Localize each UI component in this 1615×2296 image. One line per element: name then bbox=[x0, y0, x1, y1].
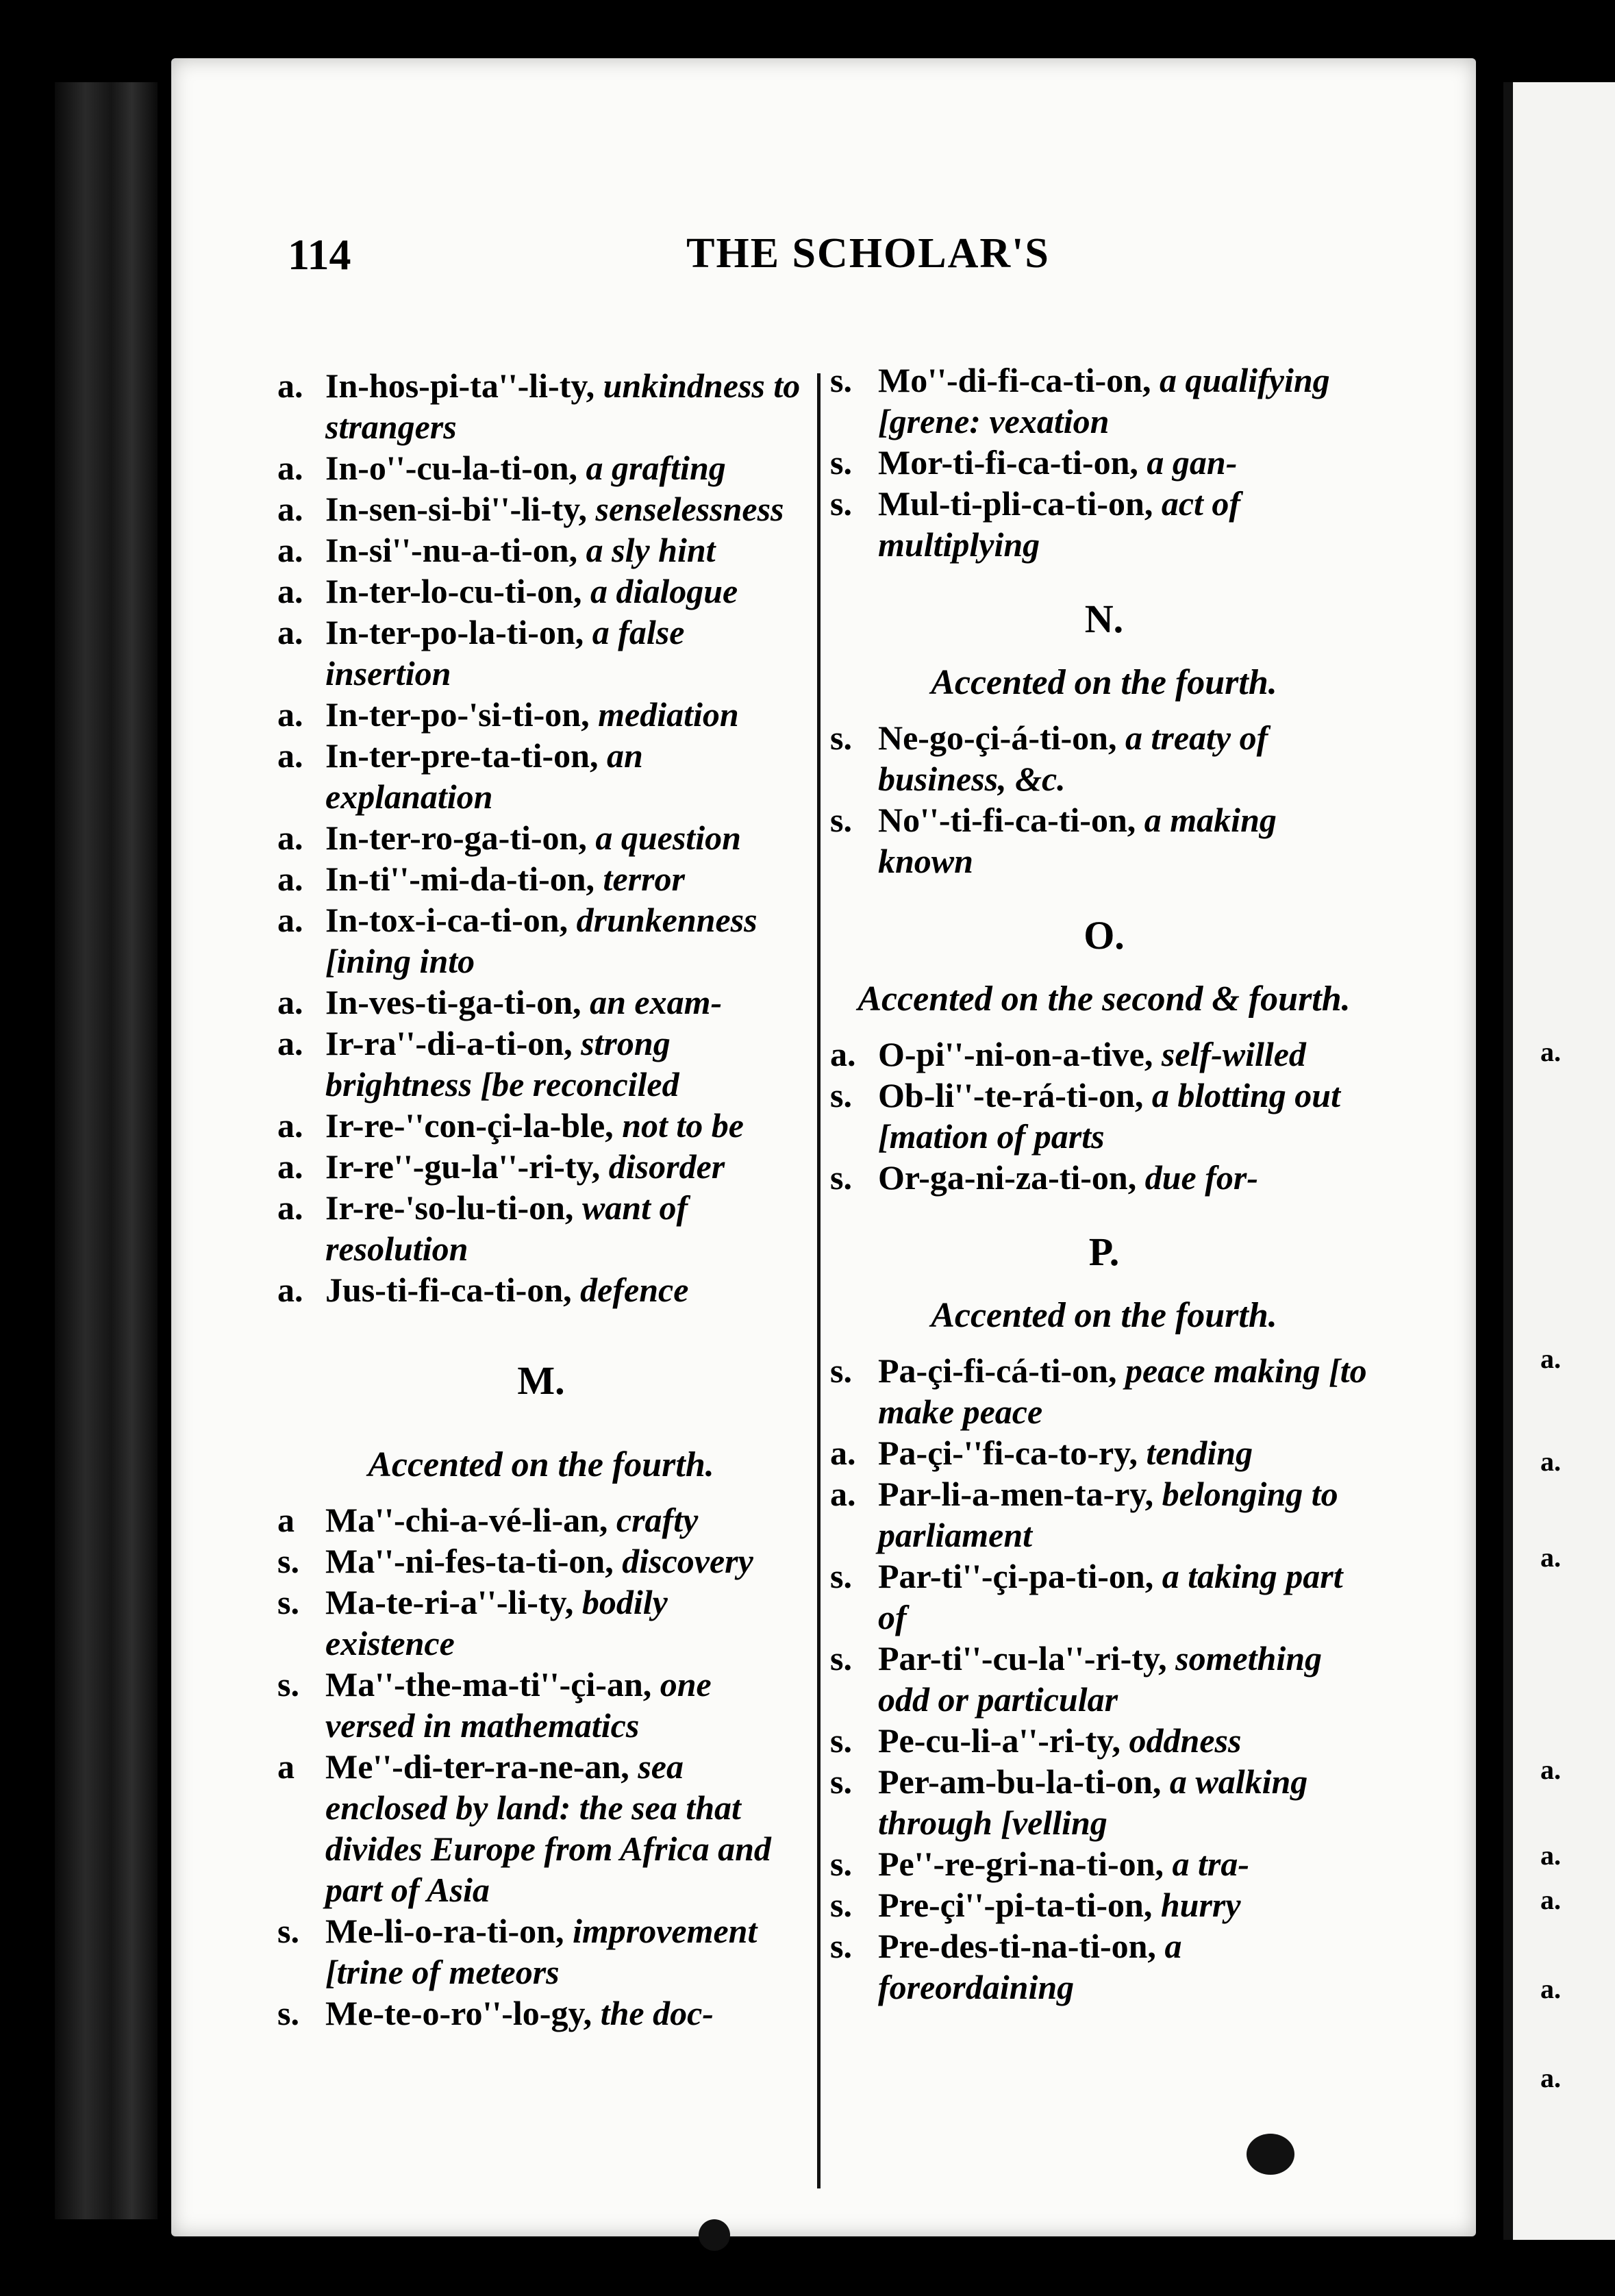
dictionary-entry bbox=[277, 1993, 805, 2034]
definition: a blotting out [mation of parts bbox=[878, 1076, 1340, 1156]
definition: mediation bbox=[598, 695, 739, 734]
definition: discovery bbox=[622, 1542, 753, 1580]
headword: In-o''-cu-la-ti-on, bbox=[325, 449, 578, 487]
part-of-speech: a. bbox=[277, 860, 303, 898]
section-accent-o: Accented on the second & fourth. bbox=[857, 979, 1351, 1019]
headword: In-hos-pi-ta''-li-ty, bbox=[325, 366, 595, 405]
dictionary-entry bbox=[277, 1105, 805, 1146]
part-of-speech: s. bbox=[277, 1994, 299, 2032]
part-of-speech: s. bbox=[277, 1583, 299, 1621]
book-spine bbox=[55, 82, 158, 2219]
dictionary-entry bbox=[277, 817, 805, 858]
dictionary-entry bbox=[277, 488, 805, 529]
definition: unkindness to strangers bbox=[325, 366, 801, 446]
dictionary-entry bbox=[277, 1269, 805, 1310]
part-of-speech: s. bbox=[830, 1639, 852, 1677]
next-page-edge bbox=[1503, 82, 1615, 2240]
dictionary-entry bbox=[830, 483, 1378, 565]
part-of-speech: s. bbox=[830, 1927, 852, 1965]
definition: something odd or particular bbox=[878, 1639, 1323, 1719]
section-letter-p: P. bbox=[1088, 1230, 1120, 1274]
part-of-speech: a bbox=[277, 1747, 295, 1786]
section-accent-m: Accented on the fourth. bbox=[368, 1445, 714, 1484]
dictionary-entry bbox=[830, 1473, 1378, 1556]
part-of-speech: s. bbox=[830, 1886, 852, 1924]
page-header bbox=[288, 229, 1421, 291]
headword: Ir-re-'so-lu-ti-on, bbox=[325, 1188, 574, 1227]
part-of-speech: s. bbox=[830, 443, 852, 482]
definition: a taking part of bbox=[878, 1557, 1343, 1636]
part-of-speech: s. bbox=[830, 1762, 852, 1801]
headword: Par-li-a-men-ta-ry, bbox=[878, 1475, 1154, 1513]
part-of-speech: s. bbox=[277, 1912, 299, 1950]
left-entry-list bbox=[277, 365, 805, 1310]
definition: a dialogue bbox=[590, 572, 738, 610]
dictionary-entry bbox=[830, 1034, 1378, 1075]
ink-blot bbox=[699, 2219, 730, 2251]
definition: sea enclosed by land: the sea that divides Europe from Africa and part of Asia bbox=[325, 1747, 771, 1909]
part-of-speech: a. bbox=[277, 736, 303, 775]
headword: Ma''-chi-a-vé-li-an, bbox=[325, 1501, 608, 1539]
definition: a grafting bbox=[586, 449, 726, 487]
part-of-speech: a. bbox=[277, 1188, 303, 1227]
part-of-speech: a. bbox=[830, 1035, 856, 1073]
ink-blot bbox=[1247, 2134, 1294, 2175]
column-divider bbox=[817, 373, 821, 2188]
headword: Ir-ra''-di-a-ti-on, bbox=[325, 1024, 573, 1062]
definition: not to be bbox=[622, 1106, 744, 1145]
dictionary-entry bbox=[830, 1350, 1378, 1432]
part-of-speech: s. bbox=[277, 1542, 299, 1580]
headword: Pe-cu-li-a''-ri-ty, bbox=[878, 1721, 1121, 1760]
part-of-speech: a. bbox=[277, 572, 303, 610]
headword: Par-ti''-çi-pa-ti-on, bbox=[878, 1557, 1154, 1595]
dictionary-entry bbox=[277, 982, 805, 1023]
part-of-speech: a. bbox=[277, 983, 303, 1021]
definition: strong brightness [be reconciled bbox=[325, 1024, 679, 1103]
section-o-entry-list bbox=[830, 1034, 1378, 1198]
definition: a sly hint bbox=[586, 531, 716, 569]
part-of-speech: a. bbox=[277, 819, 303, 857]
dictionary-entry bbox=[830, 1884, 1378, 1925]
definition: drunkenness [ining into bbox=[325, 901, 758, 980]
headword: Pre-des-ti-na-ti-on, bbox=[878, 1927, 1156, 1965]
dictionary-entry bbox=[830, 1075, 1378, 1157]
part-of-speech: s. bbox=[830, 1158, 852, 1197]
headword: Me-te-o-ro''-lo-gy, bbox=[325, 1994, 592, 2032]
headword: In-tox-i-ca-ti-on, bbox=[325, 901, 568, 939]
definition: a qualifying [grene: vexation bbox=[878, 361, 1330, 440]
headword: Jus-ti-fi-ca-ti-on, bbox=[325, 1271, 572, 1309]
dictionary-entry bbox=[830, 1720, 1378, 1761]
definition: bodily existence bbox=[325, 1583, 668, 1662]
dictionary-entry bbox=[830, 1761, 1378, 1843]
part-of-speech: a. bbox=[277, 695, 303, 734]
part-of-speech: s. bbox=[830, 1351, 852, 1390]
dictionary-entry bbox=[277, 694, 805, 735]
page-number: 114 bbox=[288, 230, 351, 279]
part-of-speech: a. bbox=[277, 1024, 303, 1062]
dictionary-entry bbox=[277, 1540, 805, 1582]
dictionary-entry bbox=[830, 1925, 1378, 2008]
headword: Ir-re''-gu-la''-ri-ty, bbox=[325, 1147, 601, 1186]
headword: In-sen-si-bi''-li-ty, bbox=[325, 490, 587, 528]
headword: In-ti''-mi-da-ti-on, bbox=[325, 860, 595, 898]
definition: an exam- bbox=[590, 983, 723, 1021]
section-n-entry-list bbox=[830, 717, 1378, 882]
headword: Ir-re-''con-çi-la-ble, bbox=[325, 1106, 614, 1145]
headword: Pre-çi''-pi-ta-ti-on, bbox=[878, 1886, 1153, 1924]
definition: belonging to parliament bbox=[878, 1475, 1338, 1554]
dictionary-entry bbox=[277, 1146, 805, 1187]
definition: the doc- bbox=[600, 1994, 714, 2032]
dictionary-entry bbox=[277, 1499, 805, 1540]
part-of-speech: a. bbox=[277, 531, 303, 569]
dictionary-entry bbox=[277, 899, 805, 982]
right-top-entry-list bbox=[830, 360, 1378, 565]
next-page-fragment: a. bbox=[1540, 1343, 1561, 1374]
dictionary-entry bbox=[830, 442, 1378, 483]
dictionary-entry bbox=[830, 1432, 1378, 1473]
next-page-fragment: a. bbox=[1540, 1840, 1561, 1871]
section-accent-p: Accented on the fourth. bbox=[931, 1296, 1277, 1335]
part-of-speech: s. bbox=[277, 1665, 299, 1704]
definition: disorder bbox=[608, 1147, 725, 1186]
headword: Me-li-o-ra-ti-on, bbox=[325, 1912, 564, 1950]
dictionary-entry bbox=[277, 1910, 805, 1993]
definition: want of resolution bbox=[325, 1188, 688, 1268]
headword: Pe''-re-gri-na-ti-on, bbox=[878, 1845, 1164, 1883]
part-of-speech: a. bbox=[277, 1106, 303, 1145]
headword: In-si''-nu-a-ti-on, bbox=[325, 531, 578, 569]
headword: In-ter-po-'si-ti-on, bbox=[325, 695, 590, 734]
next-page-fragment: a. bbox=[1540, 1036, 1561, 1067]
dictionary-entry bbox=[830, 1843, 1378, 1884]
definition: a gan- bbox=[1147, 443, 1238, 482]
definition: a tra- bbox=[1172, 1845, 1249, 1883]
headword: Ma''-the-ma-ti''-çi-an, bbox=[325, 1665, 652, 1704]
dictionary-entry bbox=[277, 1023, 805, 1105]
dictionary-entry bbox=[277, 529, 805, 571]
part-of-speech: a. bbox=[277, 449, 303, 487]
part-of-speech: a bbox=[277, 1501, 295, 1539]
dictionary-entry bbox=[277, 447, 805, 488]
section-letter-n: N. bbox=[1084, 597, 1124, 641]
part-of-speech: a. bbox=[277, 901, 303, 939]
next-page-fragment: a. bbox=[1540, 1973, 1561, 2004]
headword: Pa-çi-''fi-ca-to-ry, bbox=[878, 1434, 1138, 1472]
headword: Or-ga-ni-za-ti-on, bbox=[878, 1158, 1137, 1197]
definition: due for- bbox=[1144, 1158, 1258, 1197]
headword: Par-ti''-cu-la''-ri-ty, bbox=[878, 1639, 1167, 1677]
headword: Mul-ti-pli-ca-ti-on, bbox=[878, 484, 1153, 523]
headword: In-ter-lo-cu-ti-on, bbox=[325, 572, 582, 610]
definition: a question bbox=[595, 819, 741, 857]
dictionary-entry bbox=[277, 1582, 805, 1664]
definition: improvement [trine of meteors bbox=[325, 1912, 758, 1991]
headword: Ob-li''-te-rá-ti-on, bbox=[878, 1076, 1144, 1114]
part-of-speech: a. bbox=[277, 1271, 303, 1309]
next-page-fragment: a. bbox=[1540, 1446, 1561, 1477]
headword: In-ter-ro-ga-ti-on, bbox=[325, 819, 587, 857]
headword: Me''-di-ter-ra-ne-an, bbox=[325, 1747, 629, 1786]
headword: Ma-te-ri-a''-li-ty, bbox=[325, 1583, 574, 1621]
part-of-speech: s. bbox=[830, 801, 852, 839]
definition: act of multiplying bbox=[878, 484, 1241, 564]
definition: a making known bbox=[878, 801, 1277, 880]
next-page-fragment: a. bbox=[1540, 1542, 1561, 1573]
headword: O-pi''-ni-on-a-tive, bbox=[878, 1035, 1153, 1073]
running-title: THE SCHOLAR'S bbox=[686, 230, 1050, 277]
definition: senselessness bbox=[595, 490, 784, 528]
headword: Mo''-di-fi-ca-ti-on, bbox=[878, 361, 1151, 399]
headword: Per-am-bu-la-ti-on, bbox=[878, 1762, 1162, 1801]
part-of-speech: s. bbox=[830, 484, 852, 523]
definition: a false insertion bbox=[325, 613, 685, 692]
dictionary-entry bbox=[277, 735, 805, 817]
part-of-speech: a. bbox=[277, 613, 303, 651]
section-letter-o: O. bbox=[1084, 913, 1125, 958]
dictionary-entry bbox=[277, 612, 805, 694]
headword: Pa-çi-fi-cá-ti-on, bbox=[878, 1351, 1117, 1390]
part-of-speech: s. bbox=[830, 1845, 852, 1883]
dictionary-entry bbox=[277, 571, 805, 612]
dictionary-entry bbox=[277, 858, 805, 899]
section-accent-n: Accented on the fourth. bbox=[931, 663, 1277, 702]
part-of-speech: a. bbox=[277, 1147, 303, 1186]
definition: a walking through [velling bbox=[878, 1762, 1308, 1842]
book-page bbox=[171, 58, 1476, 2236]
headword: In-ter-pre-ta-ti-on, bbox=[325, 736, 599, 775]
part-of-speech: a. bbox=[277, 490, 303, 528]
left-column bbox=[277, 365, 805, 2034]
headword: Ma''-ni-fes-ta-ti-on, bbox=[325, 1542, 614, 1580]
headword: Mor-ti-fi-ca-ti-on, bbox=[878, 443, 1138, 482]
dictionary-entry bbox=[277, 365, 805, 447]
dictionary-entry bbox=[830, 799, 1378, 882]
dictionary-entry bbox=[277, 1664, 805, 1746]
next-page-fragment: a. bbox=[1540, 2062, 1561, 2093]
definition: crafty bbox=[616, 1501, 699, 1539]
dictionary-entry bbox=[830, 1556, 1378, 1638]
section-m-entry-list bbox=[277, 1499, 805, 2034]
dictionary-entry bbox=[277, 1746, 805, 1910]
headword: No''-ti-fi-ca-ti-on, bbox=[878, 801, 1136, 839]
section-letter-m: M. bbox=[517, 1358, 565, 1403]
part-of-speech: s. bbox=[830, 1557, 852, 1595]
part-of-speech: a. bbox=[277, 366, 303, 405]
definition: a treaty of business, &c. bbox=[878, 719, 1268, 798]
dictionary-entry bbox=[830, 717, 1378, 799]
headword: Ne-go-çi-á-ti-on, bbox=[878, 719, 1117, 757]
section-p-entry-list bbox=[830, 1350, 1378, 2008]
headword: In-ves-ti-ga-ti-on, bbox=[325, 983, 581, 1021]
definition: terror bbox=[603, 860, 686, 898]
definition: peace making [to make peace bbox=[878, 1351, 1367, 1431]
part-of-speech: s. bbox=[830, 1721, 852, 1760]
definition: one versed in mathematics bbox=[325, 1665, 712, 1745]
next-page-fragment: a. bbox=[1540, 1754, 1561, 1785]
headword: In-ter-po-la-ti-on, bbox=[325, 613, 584, 651]
dictionary-entry bbox=[830, 1638, 1378, 1720]
definition: hurry bbox=[1160, 1886, 1241, 1924]
definition: tending bbox=[1146, 1434, 1253, 1472]
definition: defence bbox=[580, 1271, 689, 1309]
part-of-speech: s. bbox=[830, 1076, 852, 1114]
definition: self-willed bbox=[1161, 1035, 1306, 1073]
definition: oddness bbox=[1129, 1721, 1242, 1760]
next-page-fragment: a. bbox=[1540, 1884, 1561, 1915]
part-of-speech: s. bbox=[830, 361, 852, 399]
dictionary-entry bbox=[830, 1157, 1378, 1198]
definition: an explanation bbox=[325, 736, 643, 816]
definition: a foreordaining bbox=[878, 1927, 1182, 2006]
part-of-speech: a. bbox=[830, 1434, 856, 1472]
dictionary-entry bbox=[830, 360, 1378, 442]
right-column bbox=[830, 360, 1378, 2008]
dictionary-entry bbox=[277, 1187, 805, 1269]
part-of-speech: a. bbox=[830, 1475, 856, 1513]
part-of-speech: s. bbox=[830, 719, 852, 757]
